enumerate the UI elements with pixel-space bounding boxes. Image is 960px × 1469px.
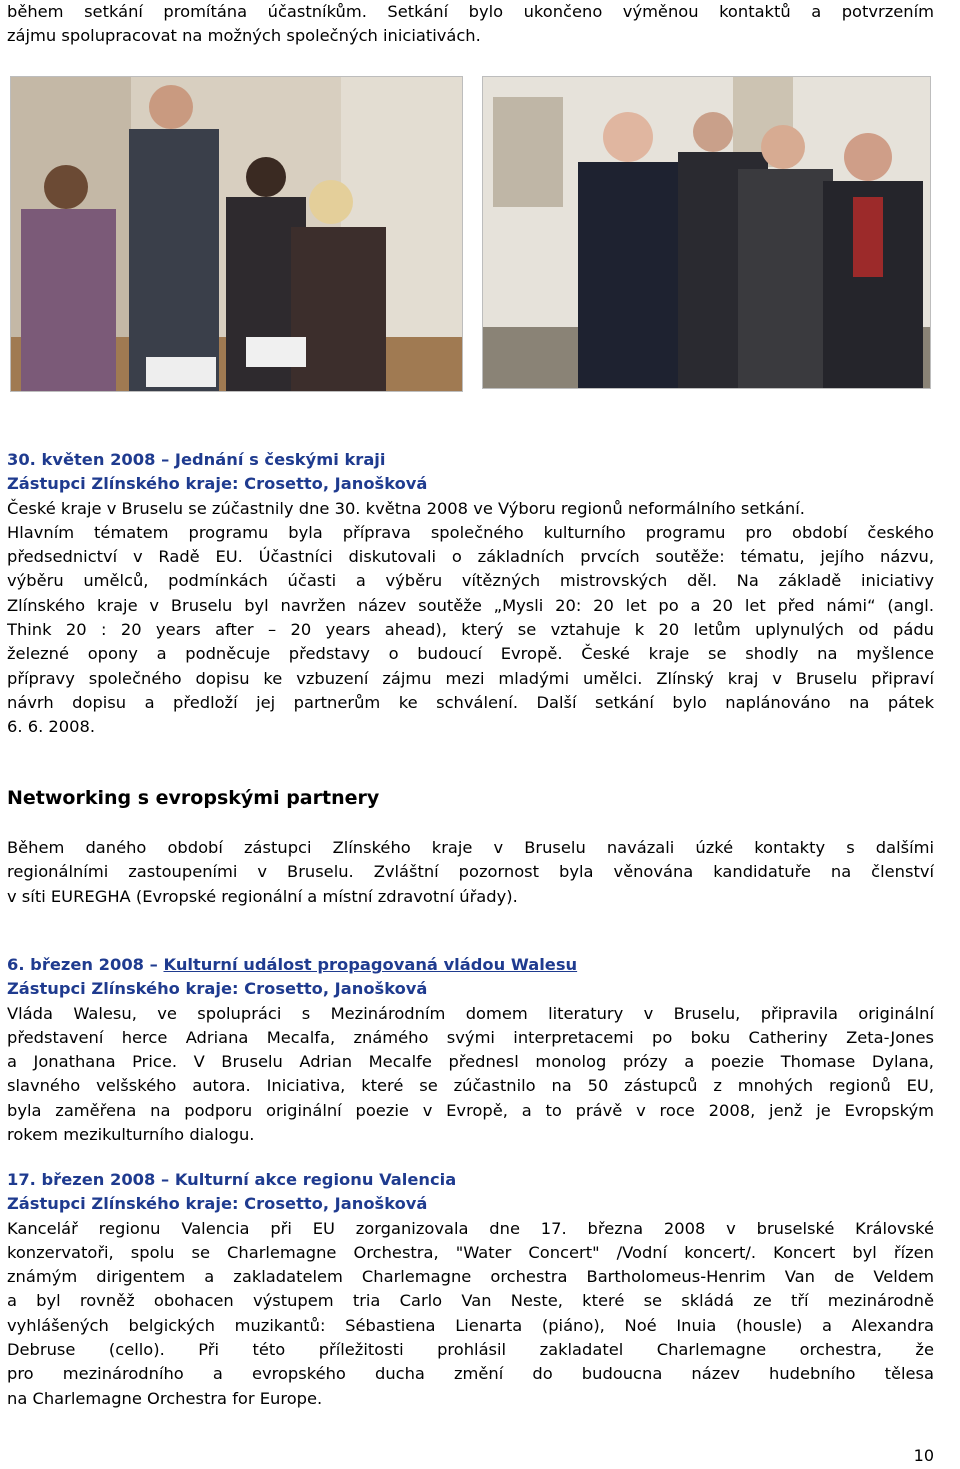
section-heading: [7, 448, 934, 472]
paragraph-line: Zlínského kraje v Bruselu byl navržen název soutěže „Mysli 20: 20 let po a 20 let před námi“ (angl.: [7, 595, 934, 615]
section-kulturni-udalost-wales: [7, 953, 934, 1147]
paragraph-line: Kancelář regionu Valencia při EU zorganizovala dne 17. března 2008 v bruselské Královské: [7, 1218, 934, 1238]
section-representatives: Zástupci Zlínského kraje: Crosetto, Janošková: [7, 979, 428, 999]
meeting-photo-right: [482, 76, 931, 389]
paragraph-line: železné opony a podněcuje představy o budoucí Evropě. České kraje se shodly na myšlence: [7, 644, 934, 664]
section-dash: –: [155, 1170, 175, 1189]
section-heading: Networking s evropskými partnery: [7, 787, 380, 809]
section-networking: [7, 786, 934, 810]
section-title: Jednání s českými kraji: [174, 450, 386, 469]
section-date: 17. březen 2008: [7, 1170, 156, 1189]
section-heading: [7, 1168, 934, 1192]
intro-paragraph: [7, 0, 934, 49]
paragraph-line: pro mezinárodního a evropského ducha změní do budoucna název hudebního tělesa: [7, 1364, 934, 1384]
paragraph-line: rokem mezikulturního dialogu.: [7, 1125, 255, 1145]
paragraph-line: regionálními zastoupeními v Bruselu. Zvláštní pozornost byla věnována kandidatuře na členství: [7, 862, 934, 882]
section-representatives: Zástupci Zlínského kraje: Crosetto, Janošková: [7, 474, 428, 494]
networking-paragraph: [7, 836, 934, 909]
paragraph-line: České kraje v Bruselu se zúčastnily dne 30. května 2008 ve Výboru regionů neformálního setkání.: [7, 498, 805, 518]
section-title: Kulturní událost propagovaná vládou Walesu: [163, 955, 578, 974]
section-dash: –: [155, 450, 175, 469]
paragraph-line: a byl rovněž obohacen výstupem tria Carlo Van Neste, které se skládá ze tří mezinárodně: [7, 1291, 934, 1311]
paragraph-line: 6. 6. 2008.: [7, 717, 96, 737]
intro-line: zájmu spolupracovat na možných společných iniciativách.: [7, 26, 481, 46]
section-title: Kulturní akce regionu Valencia: [174, 1170, 457, 1189]
paragraph-line: vyhlášených belgických muzikantů: Sébastiena Lienarta (piáno), Noé Inuia (housle) a Alexandra: [7, 1315, 934, 1335]
section-date: 6. březen 2008: [7, 955, 144, 974]
section-kulturni-akce-valencia: [7, 1168, 934, 1411]
section-dash: –: [144, 955, 164, 974]
section-date: 30. květen 2008: [7, 450, 156, 469]
section-jednani-s-ceskymi-kraji: [7, 448, 934, 740]
paragraph-line: na Charlemagne Orchestra for Europe.: [7, 1388, 323, 1408]
paragraph-line: v síti EUREGHA (Evropské regionální a místní zdravotní úřady).: [7, 886, 518, 906]
paragraph-line: výběru umělců, podmínkách účasti a výběru vítězných mistrovských děl. Na základě iniciativy: [7, 571, 934, 591]
page-number: 10: [913, 1446, 934, 1465]
paragraph-line: Hlavním tématem programu byla příprava společného kulturního programu pro období českého: [7, 522, 934, 542]
paragraph-line: Během daného období zástupci Zlínského kraje v Bruselu navázali úzké kontakty s dalšími: [7, 838, 934, 857]
section-heading: [7, 953, 934, 977]
paragraph-line: přípravy společného dopisu ke vzbuzení zájmu mezi mladými umělci. Zlínský kraj v Bruselu připraví: [7, 668, 934, 688]
paragraph-line: známým dirigentem a zakladatelem Charlemagne orchestra Bartholomeus-Henrim Van de Veldem: [7, 1267, 934, 1287]
paragraph-line: návrh dopisu a předloží jej partnerům ke schválení. Další setkání bylo naplánováno na pátek: [7, 692, 934, 712]
paragraph-line: Debruse (cello). Při této příležitosti prohlásil zakladatel Charlemagne orchestra, že: [7, 1340, 934, 1360]
paragraph-line: Think 20 : 20 years after – 20 years ahead), který se vztahuje k 20 letům uplynulých od pádu: [7, 620, 934, 640]
paragraph-line: představení herce Adriana Mecalfa, známého svými interpretacemi po boku Catheriny Zeta-Jones: [7, 1027, 934, 1047]
paragraph-line: Vláda Walesu, ve spolupráci s Mezinárodním domem literatury v Bruselu, připravila originální: [7, 1003, 934, 1023]
section-representatives: Zástupci Zlínského kraje: Crosetto, Janošková: [7, 1194, 428, 1214]
meeting-photo-left: [10, 76, 463, 392]
paragraph-line: předsednictví v Radě EU. Účastníci diskutovali o základních prvcích soutěže: tématu, jejího názvu,: [7, 547, 934, 567]
paragraph-line: byla zaměřena na podporu originální poezie v Evropě, a to právě v roce 2008, jenž je Evropským: [7, 1100, 934, 1120]
intro-line: během setkání promítána účastníkům. Setkání bylo ukončeno výměnou kontaktů a potvrzením: [7, 2, 934, 21]
paragraph-line: a Jonathana Price. V Bruselu Adrian Mecalfe přednesl monolog prózy a poezie Thomase Dylana,: [7, 1052, 934, 1072]
paragraph-line: slavného velšského autora. Iniciativa, které se zúčastnilo na 50 zástupců z mnohých regionů EU,: [7, 1076, 934, 1096]
paragraph-line: konzervatoři, spolu se Charlemagne Orchestra, "Water Concert" /Vodní koncert/. Koncert byl řízen: [7, 1242, 934, 1262]
